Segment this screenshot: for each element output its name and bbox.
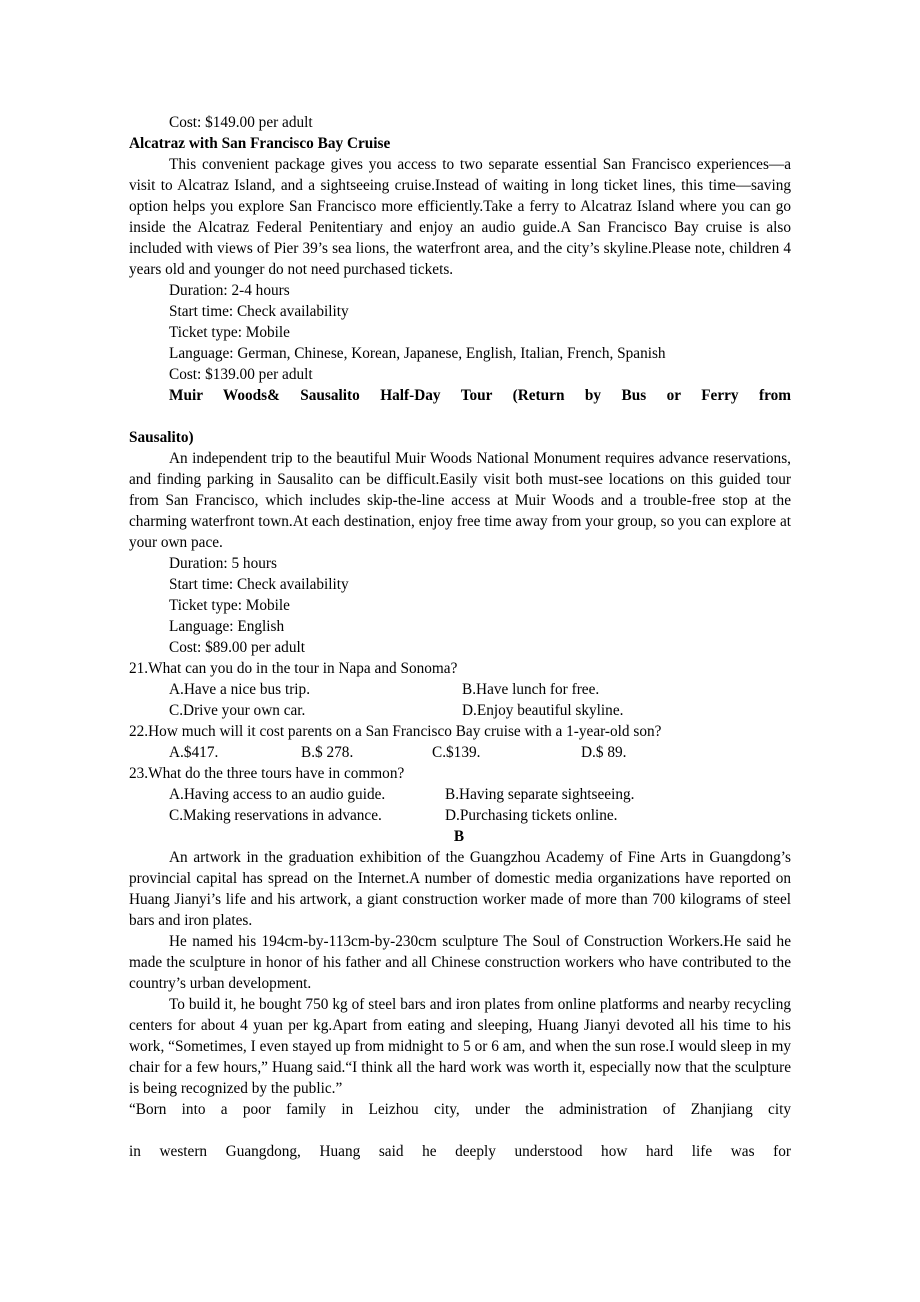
question-21-option-d[interactable]: D.Enjoy beautiful skyline. <box>462 702 624 719</box>
muir-cost: Cost: $89.00 per adult <box>169 639 305 656</box>
section-b-paragraph-4-line2: in western Guangdong, Huang said he deeply understood how hard life was for <box>129 1143 791 1160</box>
tour-title-muir-line1: Muir Woods& Sausalito Half-Day Tour (Return by Bus or Ferry from <box>169 387 791 404</box>
question-22-option-b[interactable]: B.$ 278. <box>301 744 354 761</box>
alcatraz-duration: Duration: 2-4 hours <box>169 282 290 299</box>
question-23-stem <box>129 763 791 784</box>
question-21-text: What can you do in the tour in Napa and Sonoma? <box>148 660 458 677</box>
tour-description-alcatraz: This convenient package gives you access to two separate essential San Francisco experiences—a visit to Alcatraz Island, and a sightseeing cruise.Instead of waiting in long ticket lines, this time—saving option helps you explore San Francisco more efficiently.Take a ferry to Alcatraz Island where you can go inside the Alcatraz Federal Penitentiary and enjoy an audio guide.A San Francisco Bay cruise is also included with views of Pier 39’s sea lions, the waterfront area, and the city’s skyline.Please note, children 4 years old and younger do not need purchased tickets. <box>129 156 791 278</box>
alcatraz-language: Language: German, Chinese, Korean, Japanese, English, Italian, French, Spanish <box>169 345 666 362</box>
question-22-option-c[interactable]: C.$139. <box>432 744 481 761</box>
section-b-paragraph-1: An artwork in the graduation exhibition of the Guangzhou Academy of Fine Arts in Guangdong’s provincial capital has spread on the Internet.A number of domestic media organizations have reported on Huang Jianyi’s life and his artwork, a giant construction worker made of more than 700 kilograms of steel bars and iron plates. <box>129 849 791 929</box>
section-label-b: B <box>453 828 465 845</box>
question-21-number: 21. <box>129 660 149 677</box>
question-22-stem <box>129 721 791 742</box>
question-23-number: 23. <box>129 765 149 782</box>
question-23-options-row-2 <box>129 805 791 826</box>
question-22-number: 22. <box>129 723 149 740</box>
alcatraz-start-time: Start time: Check availability <box>169 303 349 320</box>
question-21-option-c[interactable]: C.Drive your own car. <box>169 702 306 719</box>
section-b-paragraph-4 <box>129 1099 791 1183</box>
question-21-option-b[interactable]: B.Have lunch for free. <box>462 681 600 698</box>
question-21-options-row-1 <box>129 679 791 700</box>
section-b-paragraph-3: To build it, he bought 750 kg of steel bars and iron plates from online platforms and nearby recycling centers for about 4 yuan per kg.Apart from eating and sleeping, Huang Jianyi devoted all his time to his work, “Sometimes, I even stayed up from midnight to 5 or 6 am, and when the sun rose.I would sleep in my chair for a few hours,” Huang said.“I think all the hard work was worth it, especially now that the sculpture is being recognized by the public.” <box>129 996 791 1097</box>
tour-title-muir <box>129 385 791 448</box>
question-22-text: How much will it cost parents on a San Francisco Bay cruise with a 1-year-old son? <box>148 723 662 740</box>
muir-language: Language: English <box>169 618 285 635</box>
muir-duration: Duration: 5 hours <box>169 555 277 572</box>
question-23-option-a[interactable]: A.Having access to an audio guide. <box>169 786 386 803</box>
question-23-option-b[interactable]: B.Having separate sightseeing. <box>445 786 635 803</box>
question-22-option-a[interactable]: A.$417. <box>169 744 219 761</box>
text-column <box>129 112 791 1183</box>
question-23-text: What do the three tours have in common? <box>148 765 405 782</box>
section-b-paragraph-4-line1: “Born into a poor family in Leizhou city, under the administration of Zhanjiang city <box>129 1101 791 1118</box>
tour-title-alcatraz: Alcatraz with San Francisco Bay Cruise <box>129 135 391 152</box>
muir-start-time: Start time: Check availability <box>169 576 349 593</box>
question-23-option-c[interactable]: C.Making reservations in advance. <box>169 807 382 824</box>
question-23-options-row-1 <box>129 784 791 805</box>
tour-title-muir-line2: Sausalito) <box>129 429 194 446</box>
alcatraz-cost: Cost: $139.00 per adult <box>169 366 313 383</box>
alcatraz-ticket-type: Ticket type: Mobile <box>169 324 290 341</box>
tour-description-muir: An independent trip to the beautiful Muir Woods National Monument requires advance reservations, and finding parking in Sausalito can be difficult.Easily visit both must-see locations on this guided tour from San Francisco, which includes skip-the-line access at Muir Woods and a trouble-free stop at the charming waterfront town.At each destination, enjoy free time away from your group, so you can explore at your own pace. <box>129 450 791 551</box>
question-21-option-a[interactable]: A.Have a nice bus trip. <box>169 681 311 698</box>
question-22-option-d[interactable]: D.$ 89. <box>581 744 627 761</box>
question-21-stem <box>129 658 791 679</box>
question-23-option-d[interactable]: D.Purchasing tickets online. <box>445 807 618 824</box>
question-22-options-row <box>129 742 791 763</box>
muir-ticket-type: Ticket type: Mobile <box>169 597 290 614</box>
previous-tour-cost: Cost: $149.00 per adult <box>169 114 313 131</box>
section-b-paragraph-2: He named his 194cm-by-113cm-by-230cm sculpture The Soul of Construction Workers.He said he made the sculpture in honor of his father and all Chinese construction workers who have contributed to the country’s urban development. <box>129 933 791 992</box>
question-21-options-row-2 <box>129 700 791 721</box>
